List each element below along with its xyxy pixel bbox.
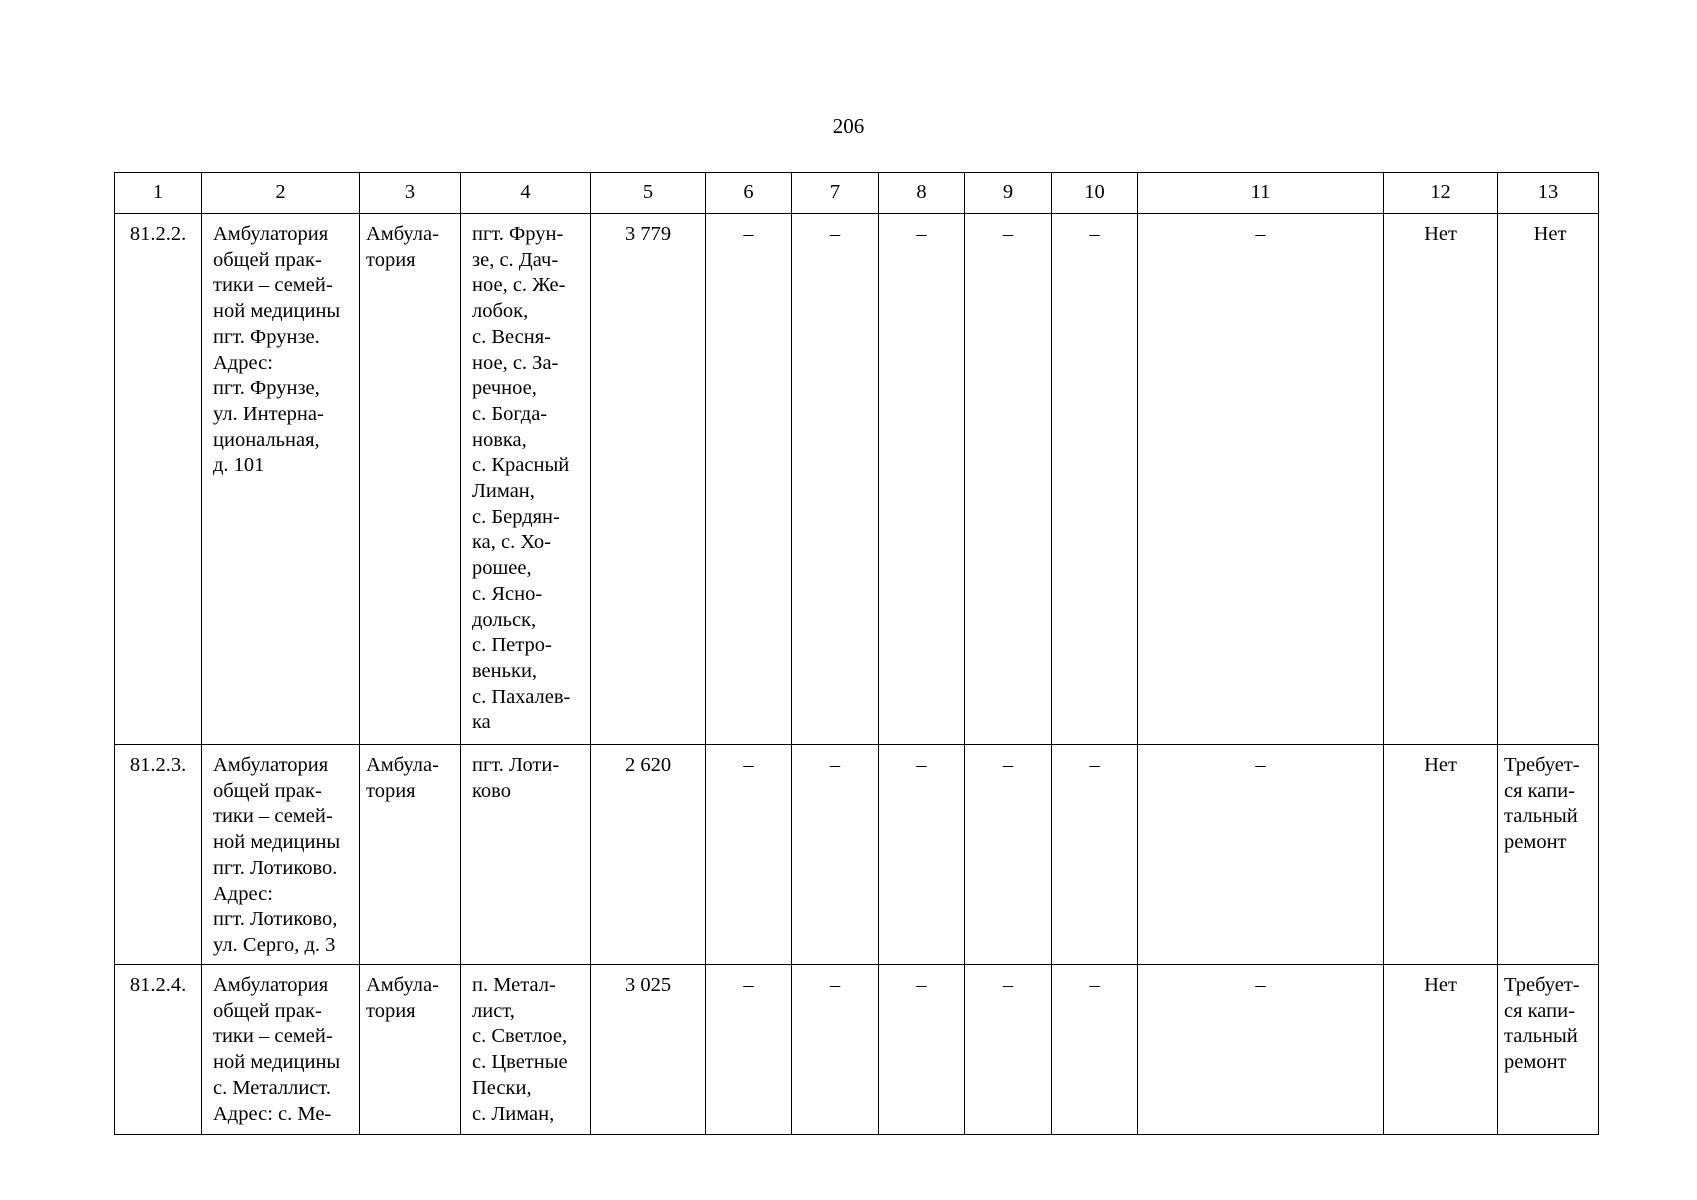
data-table: [114, 172, 1599, 1135]
table-cell: –: [879, 745, 965, 965]
column-header: 1: [115, 173, 202, 214]
facility-type-cell: Амбула- тория: [360, 965, 461, 1135]
facility-name-cell: Амбулатория общей прак- тики – семей- ной медицины с. Металлист. Адрес: с. Ме-: [202, 965, 360, 1135]
population-cell: 3 025: [591, 965, 706, 1135]
population-cell: 2 620: [591, 745, 706, 965]
column-header: 8: [879, 173, 965, 214]
column-header: 2: [202, 173, 360, 214]
facility-type-cell: Амбула- тория: [360, 214, 461, 745]
facility-name-cell: Амбулатория общей прак- тики – семей- ной медицины пгт. Лотиково. Адрес: пгт. Лотиково, ул. Серго, д. 3: [202, 745, 360, 965]
service-area-cell: пгт. Лоти- ково: [461, 745, 591, 965]
table-cell: –: [792, 745, 879, 965]
row-number-cell: 81.2.2.: [115, 214, 202, 745]
service-area-cell: пгт. Фрун- зе, с. Дач- ное, с. Же- лобок, с. Весня- ное, с. За- речное, с. Богда- новка, с. Красный Лиман, с. Бердян- ка, с. Хо- рошее, с. Ясно- дольск, с. Петро- веньки, с. Пахалев- ка: [461, 214, 591, 745]
table-row: [115, 965, 1599, 1135]
row-number-cell: 81.2.4.: [115, 965, 202, 1135]
column-header: 5: [591, 173, 706, 214]
column-header: 10: [1052, 173, 1138, 214]
column-header: 13: [1498, 173, 1599, 214]
table-cell: –: [792, 214, 879, 745]
table-cell: –: [879, 965, 965, 1135]
column-header: 11: [1138, 173, 1384, 214]
table-cell: –: [1052, 965, 1138, 1135]
table-cell: –: [1138, 965, 1384, 1135]
table-cell: –: [1138, 745, 1384, 965]
population-cell: 3 779: [591, 214, 706, 745]
row-number-cell: 81.2.3.: [115, 745, 202, 965]
table-cell: –: [1052, 745, 1138, 965]
service-area-cell: п. Метал- лист, с. Светлое, с. Цветные Пески, с. Лиман,: [461, 965, 591, 1135]
table-row: [115, 214, 1599, 745]
table-cell: Нет: [1384, 214, 1498, 745]
table-cell: Нет: [1384, 965, 1498, 1135]
table-cell: –: [706, 214, 792, 745]
table-cell: –: [792, 965, 879, 1135]
table-cell: –: [965, 214, 1052, 745]
table-cell: –: [965, 965, 1052, 1135]
column-header: 3: [360, 173, 461, 214]
condition-cell: Требует- ся капи- тальный ремонт: [1498, 965, 1599, 1135]
page-number: 206: [832, 114, 865, 138]
table-cell: –: [706, 965, 792, 1135]
table-cell: Нет: [1384, 745, 1498, 965]
column-header: 12: [1384, 173, 1498, 214]
condition-cell: Требует- ся капи- тальный ремонт: [1498, 745, 1599, 965]
table-cell: –: [706, 745, 792, 965]
facility-type-cell: Амбула- тория: [360, 745, 461, 965]
table-row: [115, 745, 1599, 965]
column-header: 4: [461, 173, 591, 214]
condition-cell: Нет: [1498, 214, 1599, 745]
column-header: 7: [792, 173, 879, 214]
column-header: 6: [706, 173, 792, 214]
table-header-row: [115, 173, 1599, 214]
column-header: 9: [965, 173, 1052, 214]
table-cell: –: [1138, 214, 1384, 745]
table-cell: –: [1052, 214, 1138, 745]
table-cell: –: [879, 214, 965, 745]
table-cell: –: [965, 745, 1052, 965]
facility-name-cell: Амбулатория общей прак- тики – семей- ной медицины пгт. Фрунзе. Адрес: пгт. Фрунзе, ул. Интерна- циональная, д. 101: [202, 214, 360, 745]
